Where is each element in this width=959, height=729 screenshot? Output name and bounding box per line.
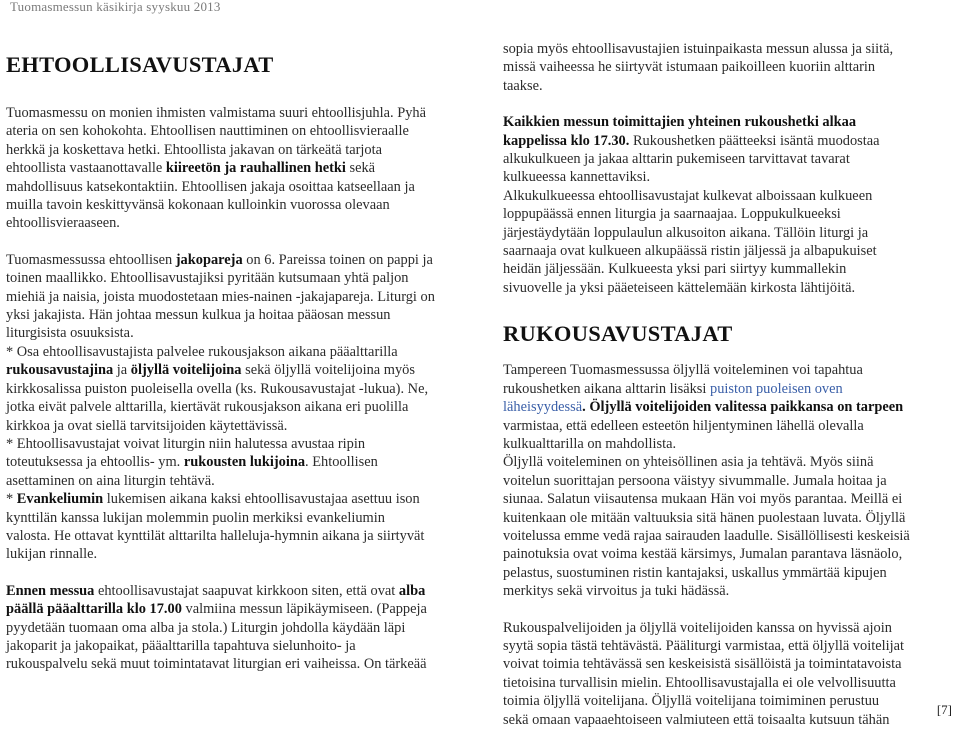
paragraph-jakoparit [6, 251, 471, 564]
text-line: herkkä ja koskettava hetki. Ehtoollista jakavan on tärkeätä tarjota [6, 141, 383, 158]
link-text: läheisyydessä [503, 399, 583, 416]
text-segment: * [6, 491, 17, 508]
text-line: Alkukulkueessa ehtoollisavustajat kulkevat alboissaan kulkueen [503, 187, 873, 204]
text-line [503, 398, 955, 416]
text-segment: ehtoollista vastaanottavalle [6, 160, 166, 177]
text-line: siunaa. Salatun viisautensa mukaan Hän voi myös parantaa. Meillä ei [503, 491, 903, 508]
paragraph-rukouspalvelijat [503, 619, 955, 729]
text-line: alkukulkueen ja jakaa alttarin pukemiseen tarvittavat tavarat [503, 151, 850, 168]
text-segment: toteutuksessa ja ehtoollis- ym. [6, 454, 184, 471]
text-segment: . Ehtoollisen [305, 454, 378, 471]
text-line: sopia myös ehtoollisavustajien istuinpaikasta messun alussa ja siitä, [503, 41, 894, 57]
text-line [6, 600, 471, 618]
text-line: järjestäydytään loppulaulun alkusoiton aikana. Tällöin liturgi ja [503, 224, 869, 241]
text-segment: sekä öljyllä voitelijoina myös [241, 362, 415, 379]
text-line: ateria on sen kohokohta. Ehtoollisen nauttiminen on ehtoollisvieraalle [6, 123, 409, 140]
text-line: mahdollisuus katsekontaktiin. Ehtoollisen jakaja osoittaa katseellaan ja [6, 178, 415, 195]
paragraph-intro [6, 104, 471, 233]
text-line [503, 113, 955, 131]
text-line: voitelun suorittajan persoona väistyy sivummalle. Jumala hoitaa ja [503, 472, 887, 489]
text-line: pyydetään tuomaan oma alba ja stola.) Liturgin johdolla käydään läpi [6, 619, 406, 636]
bold-text: . Öljyllä voitelijoiden valitessa paikkansa on tarpeen [582, 399, 904, 416]
heading-rukousavustajat: RUKOUSAVUSTAJAT [503, 321, 733, 347]
text-line: Öljyllä voiteleminen on yhteisöllinen asia ja tehtävä. Myös siinä [503, 454, 874, 471]
text-line [6, 251, 471, 269]
text-line: yksi jakajista. Hän johtaa messun kulkua ja hoitaa pääosan messun [6, 307, 391, 324]
text-segment: lukemisen aikana kaksi ehtoollisavustajaa asettuu ison [103, 491, 420, 508]
text-segment: valmiina messun läpikäymiseen. (Pappeja [181, 601, 427, 618]
text-line: Tuomasmessu on monien ihmisten valmistama suuri ehtoollisjuhla. Pyhä [6, 105, 426, 121]
text-segment: on 6. Pareissa toinen on pappi ja [242, 251, 433, 268]
bold-text: päällä pääalttarilla klo 17.00 [6, 601, 182, 618]
text-line: rukouspalvelu sekä muut toimintatavat liturgian eri vaiheissa. On tärkeää [6, 656, 427, 673]
bold-text: alba [398, 582, 426, 599]
text-line: kynttilän kanssa lukijan molemmin puolin merkiksi evankeliumin [6, 509, 385, 526]
text-line: Tampereen Tuomasmessussa öljyllä voiteleminen voi tapahtua [503, 362, 863, 379]
bold-text: rukousavustajina [6, 362, 114, 379]
text-line [503, 380, 955, 398]
text-line: jakoparit ja jakopaikat, pääalttarilla tapahtuva sielunhoito- ja [6, 637, 356, 654]
text-line: kuitenkaan ole mitään valtuuksia sitä hänen puolestaan luvata. Öljyllä [503, 509, 906, 526]
right-column [503, 40, 955, 729]
bold-text: kiireetön ja rauhallinen hetki [165, 160, 346, 177]
text-line: jotka eivät palvele alttarilla, kiertävät rukousjakson aikana eri puolilla [6, 399, 409, 416]
text-line: Rukouspalvelijoiden ja öljyllä voitelijoiden kanssa on hyvissä ajoin [503, 619, 892, 636]
text-line: kulkueessa kannettaviksi. [503, 169, 651, 186]
text-line: taakse. [503, 77, 543, 94]
text-line: * Ehtoollisavustajat voivat liturgin niin halutessa avustaa ripin [6, 435, 366, 452]
link-text: puiston puoleisen oven [710, 380, 843, 397]
text-line: sivuovelle ja yksi pääeteiseen kättelemään kirkosta lähtijöitä. [503, 279, 856, 296]
bold-text: jakopareja [175, 251, 243, 268]
running-header: Tuomasmessun käsikirja syyskuu 2013 [10, 0, 221, 14]
text-line: toinen maallikko. Ehtoollisavustajiksi pyritään kutsumaan yhtä paljon [6, 270, 409, 287]
text-line: pelastus, suostuminen ristin kantajaksi, uskallus ymmärtää kipujen [503, 564, 887, 581]
bold-text: Kaikkien messun toimittajien yhteinen rukoushetki alkaa [503, 114, 857, 131]
left-column [6, 52, 471, 674]
text-line [6, 582, 471, 600]
text-line: kulkualttarilla on mahdollista. [503, 435, 677, 452]
text-segment: ja [113, 362, 131, 379]
text-line [6, 490, 471, 508]
text-line: painotuksia ovat voima kestää kärsimys, Jumalan parantava läsnäolo, [503, 546, 903, 563]
bold-text: kappelissa klo 17.30. [503, 132, 630, 149]
text-line: toimia öljyllä voitelijana. Öljyllä voitelijana toimiminen perustuu [503, 693, 880, 710]
text-segment: Tuomasmessussa ehtoollisen [6, 251, 176, 268]
paragraph-voiteleminen [503, 361, 955, 600]
text-line: syytä sopia tästä tehtävästä. Pääliturgi varmistaa, että öljyllä voitelijat [503, 637, 904, 654]
text-segment: Rukoushetken päätteeksi isäntä muodostaa [629, 132, 880, 149]
text-line: muilla tavoin keskittyvänsä kokonaan kulloinkin vuorossa olevaan [6, 197, 390, 214]
text-segment: rukoushetken aikana alttarin lisäksi [503, 380, 711, 397]
bold-text: rukousten lukijoina [183, 454, 306, 471]
text-line [6, 159, 471, 177]
text-line: tietoisina turvallisin mielin. Ehtoollisavustajalla ei ole velvollisuutta [503, 674, 896, 691]
text-line [503, 132, 955, 150]
paragraph-rukoushetki [503, 113, 955, 297]
text-segment: sekä [345, 160, 376, 177]
text-line: * Osa ehtoollisavustajista palvelee rukousjakson aikana pääalttarilla [6, 343, 398, 360]
page-number: [7] [936, 702, 952, 717]
text-line: varmistaa, että edelleen esteetön hiljentyminen lähellä olevalla [503, 417, 864, 434]
text-line: saarnaaja ovat kulkueen alkupäässä ristin jäljessä ja albapukuiset [503, 243, 877, 260]
text-line: lukijan rinnalle. [6, 546, 98, 563]
text-line: voitelussa emme vedä rajaa sairauden laadulle. Sisällöllisesti keskeisiä [503, 527, 910, 544]
text-line: loppupäässä ennen liturgia ja saarnaajaa. Loppukulkueeksi [503, 206, 841, 223]
text-line: liturgisista osuuksista. [6, 325, 134, 342]
text-line: missä vaiheessa he siirtyvät istumaan paikoilleen kuoriin alttarin [503, 59, 876, 76]
text-line: merkitys sekä virvoitus ja tuki hädässä. [503, 583, 730, 600]
text-line: kirkkoa ja ovat siellä tarvitsijoiden käytettävissä. [6, 417, 288, 434]
text-line [6, 453, 471, 471]
text-line: kirkkosalissa puiston puoleisella ovella (ks. Rukousavustajat -lukua). Ne, [6, 380, 429, 397]
paragraph-istuinpaikka [503, 40, 955, 95]
text-line [6, 361, 471, 379]
text-line: sekä omaan vapaaehtoiseen valmiuteen että toisaalta kutsuun tähän [503, 711, 890, 728]
paragraph-ennen-messua [6, 582, 471, 674]
bold-text: öljyllä voitelijoina [130, 362, 242, 379]
text-line: asettaminen on aina liturgin tehtävä. [6, 472, 215, 489]
bold-text: Ennen messua [6, 582, 95, 599]
text-line: valosta. He ottavat kynttilät alttarilta halleluja-hymnin aikana ja siirtyvät [6, 527, 425, 544]
heading-ehtoollisavustajat: EHTOOLLISAVUSTAJAT [6, 52, 274, 77]
text-line: voivat toimia tehtävässä sen keskeisistä sisällöistä ja toimintatavoista [503, 656, 902, 673]
bold-text: Evankeliumin [16, 491, 104, 508]
text-line: heidän jäljessään. Kulkueesta yksi pari siirtyy kummallekin [503, 261, 847, 278]
text-segment: ehtoollisavustajat saapuvat kirkkoon siten, että ovat [94, 582, 399, 599]
text-line: ehtoollisvieraaseen. [6, 215, 120, 232]
text-line: miehiä ja naisia, joista muodostetaan mies-nainen -jakajapareja. Liturgi on [6, 288, 435, 305]
